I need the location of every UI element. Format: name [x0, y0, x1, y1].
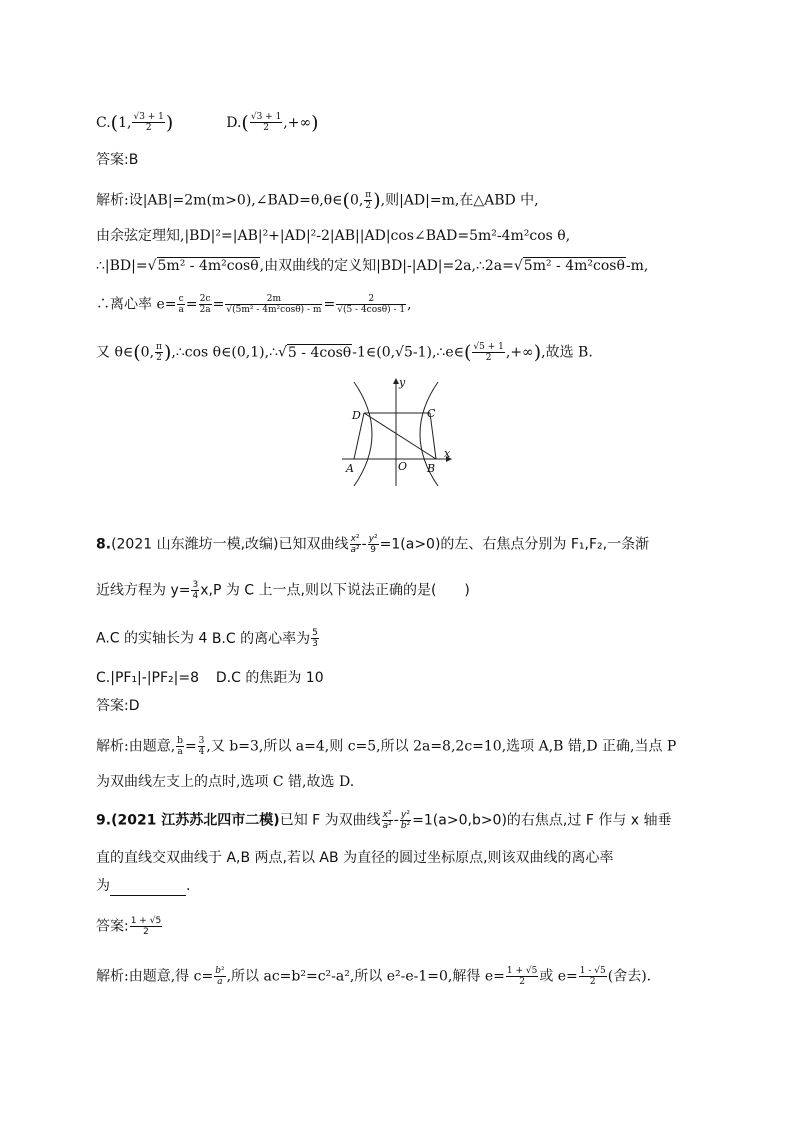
prev-options — [96, 112, 319, 133]
q9-answer: 答案: $\frac{1 + √5}{2}$ — [96, 916, 162, 937]
answer-blank — [110, 881, 186, 896]
label-x: x — [444, 447, 451, 460]
prev-solution-line-2: 由余弦定理知,|BD|²=|AB|²+|AD|²-2|AB||AD|cos∠BAD=5m²-4m²cos θ, — [96, 228, 571, 244]
q8-option-b: B.C 的离心率为 $\frac{5}{3}$ — [211, 628, 318, 649]
prev-solution-line-1: 解析:设|AB|=2m(m>0),∠BAD=θ,θ∈(0, $\frac{\pi}{2}$ ),则|AD|=m,在△ABD 中, — [96, 189, 539, 212]
q8-solution-line-1: 解析:由题意, $\frac{b}{a}$ = $\frac{3}{4}$ ,又 b=3,所以 a=4,则 c=5,所以 2a=8,2c=10,选项 A,B 错,D 正确,当点 P — [96, 736, 677, 757]
label-C: C — [427, 407, 436, 420]
label-A: A — [346, 462, 354, 475]
q9-stem-line-2: 直的直线交双曲线于 A,B 两点,若以 AB 为直径的圆过坐标原点,则该双曲线的离心率 — [96, 850, 614, 866]
q9-stem-line-1: 9.(2021 江苏苏北四市二模)已知 F 为双曲线 $\frac{\text{x²}}{\text{a²}}$ - $\frac{\text{y²}}{\text{b²}}$ =1(a>0,b>0)的右焦点,过 F 作与 x 轴垂 — [96, 810, 672, 831]
q8-option-a: A.C 的实轴长为 4 — [96, 630, 208, 647]
prev-answer: 答案:B — [96, 152, 139, 168]
label-B: B — [427, 462, 436, 475]
q8-stem-line-1: 8.(2021 山东潍坊一模,改编)已知双曲线 $\frac{\text{x²}}{\text{a²}}$ - $\frac{\text{y²}}{9}$ =1(a>0)的左、右焦点分别为 F₁,F₂,一条渐 — [96, 534, 650, 555]
prev-solution-line-4: ∴离心率 e= $\frac{c}{a}$ = $\frac{2c}{2a}$ = $\frac{2m}{\text{√(5m² - 4m²cosθ) - m}}$ = $\frac{2}{√(5 - 4\cos\theta) - 1}$ , — [96, 294, 412, 315]
option-d: D.( $\frac{√3 + 1}{2}$ ,+∞) — [226, 111, 319, 134]
label-y: y — [399, 376, 406, 389]
left-branch — [354, 382, 372, 486]
q9-stem-line-3: 为 . — [96, 878, 191, 894]
hyperbola-figure — [336, 374, 460, 492]
q8-option-d: D.C 的焦距为 10 — [215, 670, 324, 686]
q8-options-cd — [96, 668, 324, 688]
prev-solution-line-5: 又 θ∈(0, $\frac{\pi}{2}$ ),∴cos θ∈(0,1),∴√5 - 4cosθ-1∈(0,√5-1),∴e∈( $\frac{√5 + 1}{2}$ ,+∞),故选 B. — [96, 341, 593, 364]
q8-stem-line-2: 近线方程为 y= $\frac{3}{4}$ x,P 为 C 上一点,则以下说法正确的是( ) — [96, 580, 470, 601]
q8-solution-line-2: 为双曲线左支上的点时,选项 C 错,故选 D. — [96, 774, 355, 790]
segment-DB — [364, 413, 436, 459]
label-D: D — [352, 409, 361, 422]
q8-answer: 答案:D — [96, 698, 140, 714]
label-O: O — [398, 460, 408, 473]
q9-solution: 解析:由题意,得 c= $\frac{\text{b²}}{a}$ ,所以 ac=b²=c²-a²,所以 e²-e-1=0,解得 e= $\frac{1 + √5}{2}$ 或 e= $\frac{1 - √5}{2}$ (舍去). — [96, 966, 652, 987]
option-c: C.(1, $\frac{√3 + 1}{2}$ ) — [96, 111, 174, 134]
q8-options-ab — [96, 628, 320, 649]
q8-option-c: C.|PF₁|-|PF₂|=8 — [96, 670, 199, 686]
prev-solution-line-3: ∴|BD|=√5m² - 4m²cosθ,由双曲线的定义知|BD|-|AD|=2a,∴2a=√5m² - 4m²cosθ-m, — [96, 258, 649, 274]
